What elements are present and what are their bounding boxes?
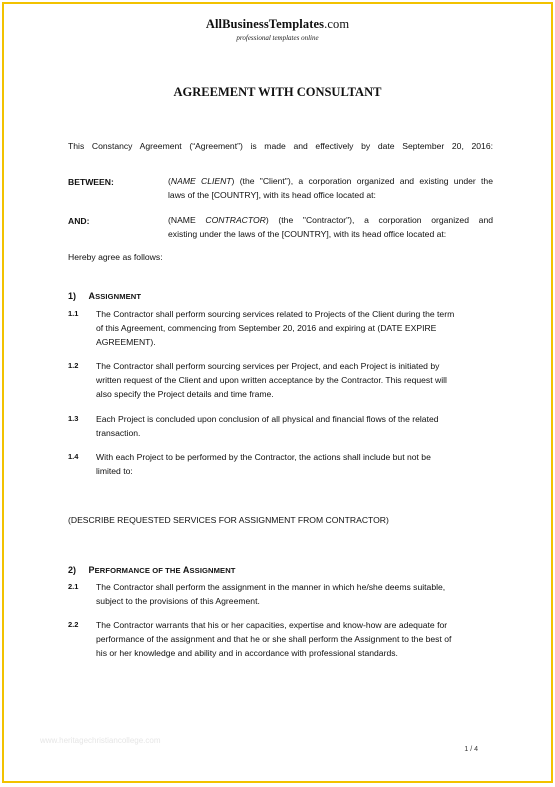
and-suffix: ) (the "Contractor"), a corporation organized and: [265, 215, 494, 225]
clause-2-2-line-1: The Contractor warrants that his or her capacities, expertise and know-how are adequate for: [96, 620, 448, 630]
between-label: BETWEEN:: [68, 177, 114, 187]
between-prefix: (: [168, 176, 171, 186]
clause-2-1-line-1: The Contractor shall perform the assignment in the manner in which he/she deems suitable,: [96, 582, 446, 592]
clause-1-2-line-2: written request of the Client and upon written acceptance by the Contractor. This request will: [96, 375, 447, 385]
section-2-title-initial-2: A: [182, 565, 190, 575]
section-2-title-part-1: ERFORMANCE OF THE: [94, 566, 183, 575]
clause-2-1-line-2: subject to the provisions of this Agreement.: [96, 596, 260, 606]
brand-tagline: professional templates online: [236, 34, 319, 42]
clause-1-2-number: 1.2: [68, 361, 79, 370]
between-line-1: [168, 174, 493, 188]
section-1-title-rest: SSIGNMENT: [95, 292, 142, 301]
section-1-heading: [68, 286, 141, 304]
between-text: [168, 174, 493, 202]
clause-1-3-text: [96, 412, 493, 440]
hereby-text: Hereby agree as follows:: [68, 252, 163, 262]
clause-1-2-text: [96, 359, 493, 401]
between-line-2: laws of the [COUNTRY], with its head office located at:: [168, 190, 376, 200]
brand-logo: [4, 17, 551, 32]
and-prefix: (NAME: [168, 215, 206, 225]
clause-1-1-text: [96, 307, 493, 349]
clause-1-2-line-1: The Contractor shall perform sourcing services per Project, and each Project is initiated by: [96, 361, 440, 371]
clause-2-1-number: 2.1: [68, 582, 79, 591]
clause-1-3-line-2: transaction.: [96, 428, 141, 438]
and-line-1: [168, 213, 493, 227]
client-name-placeholder: NAME CLIENT: [170, 176, 232, 186]
clause-2-2-line-2: performance of the assignment and that he or she shall perform the Assignment to the best of: [96, 634, 452, 644]
clause-1-1-line-3: AGREEMENT).: [96, 337, 156, 347]
intro-paragraph: This Constancy Agreement (“Agreement”) is made and effectively by date September 20, 2016:: [68, 141, 493, 151]
document-title: AGREEMENT WITH CONSULTANT: [173, 85, 382, 99]
watermark-text: www.heritagechristiancollege.com: [40, 736, 161, 745]
clause-1-1-number: 1.1: [68, 309, 79, 318]
contractor-name-placeholder: CONTRACTOR: [205, 215, 266, 225]
section-1-title: [88, 292, 141, 301]
describe-services-placeholder: (DESCRIBE REQUESTED SERVICES FOR ASSIGNMENT FROM CONTRACTOR): [68, 515, 389, 525]
clause-2-2-text: [96, 618, 493, 660]
clause-1-4-number: 1.4: [68, 452, 79, 461]
clause-2-2-line-3: his or her knowledge and ability and in accordance with professional standards.: [96, 648, 398, 658]
section-2-title-initial-1: P: [88, 565, 95, 575]
brand-part-com: .com: [324, 17, 350, 31]
and-label: AND:: [68, 216, 90, 226]
clause-1-1-line-2: of this Agreement, commencing from September 20, 2016 and expiring at (DATE EXPIRE: [96, 323, 437, 333]
section-2-number: 2): [68, 565, 77, 575]
clause-2-2-number: 2.2: [68, 620, 79, 629]
section-1-title-initial: A: [88, 291, 96, 301]
clause-1-2-line-3: also specify the Project details and time frame.: [96, 389, 274, 399]
page-number: 1 / 4: [464, 746, 478, 753]
section-2-title: [88, 566, 235, 575]
section-2-heading: [68, 560, 236, 578]
document-page: [2, 2, 553, 783]
clause-1-1-line-1: The Contractor shall perform sourcing services related to Projects of the Client during the term: [96, 309, 455, 319]
and-line-2: existing under the laws of the [COUNTRY], with its head office located at:: [168, 229, 447, 239]
clause-1-4-line-1: With each Project to be performed by the Contractor, the actions shall include but not be: [96, 452, 431, 462]
and-text: [168, 213, 493, 241]
clause-2-1-text: [96, 580, 493, 608]
brand-part-business-templates: BusinessTemplates: [222, 17, 325, 31]
clause-1-3-number: 1.3: [68, 414, 79, 423]
section-2-title-part-2: SSIGNMENT: [189, 566, 236, 575]
brand-part-all: All: [205, 17, 223, 31]
clause-1-4-line-2: limited to:: [96, 466, 133, 476]
clause-1-3-line-1: Each Project is concluded upon conclusion of all physical and financial flows of the related: [96, 414, 439, 424]
clause-1-4-text: [96, 450, 493, 478]
section-1-number: 1): [68, 291, 77, 301]
between-suffix: ) (the "Client"), a corporation organized and existing under the: [231, 176, 493, 186]
